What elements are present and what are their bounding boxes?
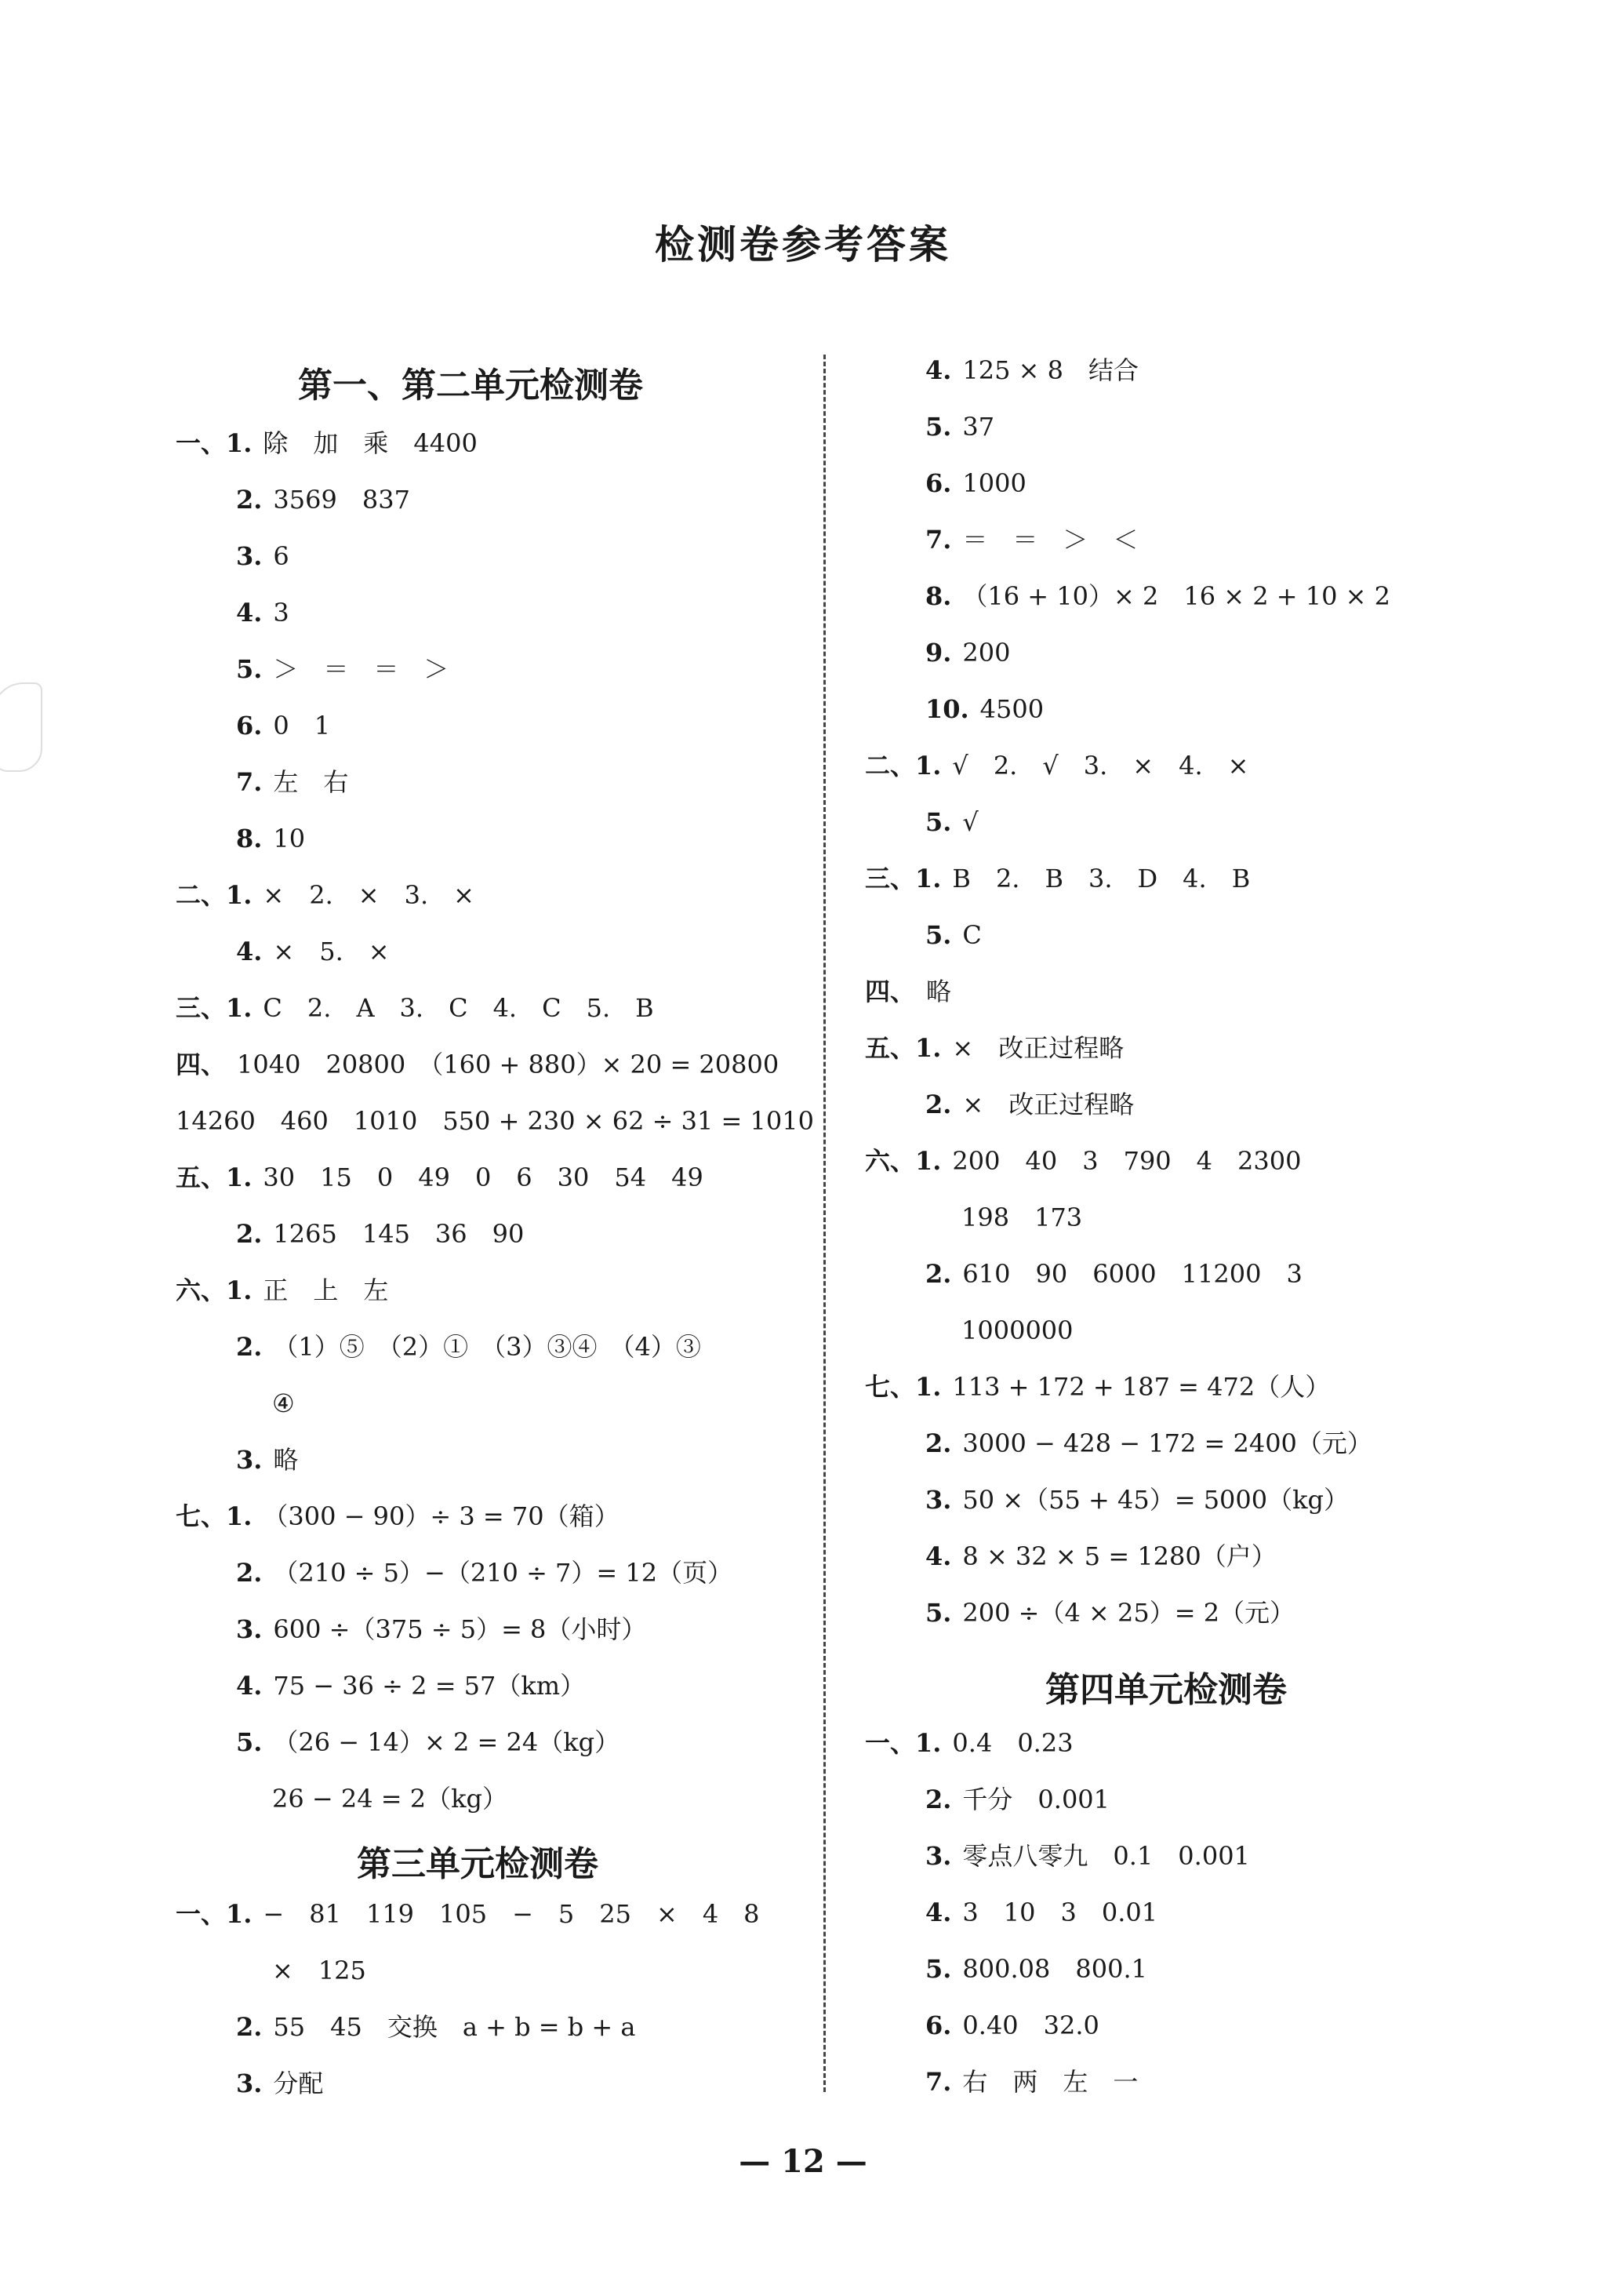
answer-line [236, 1218, 524, 1250]
answer-text: 610 90 6000 11200 3 [962, 1259, 1303, 1289]
item-number: 2. [236, 2012, 263, 2042]
answer-line [925, 580, 1390, 612]
answer-text: 26 − 24 = 2（kg） [272, 1784, 507, 1814]
answer-line [961, 1315, 1074, 1346]
item-number: 7. [925, 525, 952, 555]
item-number: 2. [236, 1219, 263, 1249]
answer-line [236, 653, 449, 685]
answer-line [236, 597, 289, 628]
answer-text: C [962, 920, 982, 950]
answer-text: 8 × 32 × 5 = 1280（户） [962, 1541, 1277, 1571]
item-number: 2. [236, 1332, 263, 1362]
answer-line [236, 484, 410, 515]
answer-line [236, 1727, 620, 1758]
answer-text: 0.40 32.0 [962, 2010, 1099, 2040]
answer-text: 75 − 36 ÷ 2 = 57（km） [273, 1671, 586, 1701]
answer-line [176, 1105, 814, 1137]
answer-line [925, 1897, 1157, 1928]
answer-text: 6 [273, 541, 289, 571]
answer-text: （26 − 14）× 2 = 24（kg） [273, 1727, 620, 1757]
item-number: 五、1. [865, 1033, 942, 1063]
answer-text: 200 [962, 638, 1011, 668]
answer-line [236, 823, 305, 854]
answer-text: 30 15 0 49 0 6 30 54 49 [263, 1163, 703, 1192]
answer-line [865, 863, 1250, 894]
item-number: 5. [925, 920, 952, 950]
item-number: 6. [925, 468, 952, 498]
answer-line [925, 2066, 1138, 2098]
answer-text: 3 [273, 598, 289, 628]
answer-line [236, 1444, 298, 1475]
answer-text: ＝ ＝ ＞ ＜ [962, 525, 1139, 555]
answer-line [176, 992, 654, 1024]
answer-line [236, 936, 390, 967]
answer-text: × 改正过程略 [952, 1033, 1125, 1063]
item-number: 5. [236, 1727, 263, 1757]
answer-text: 1040 20800 （160 + 880）× 20 = 20800 [237, 1050, 779, 1079]
answer-text: 3000 − 428 − 172 = 2400（元） [962, 1428, 1372, 1458]
item-number: 3. [925, 1841, 952, 1871]
answer-text: 1265 145 36 90 [273, 1219, 525, 1249]
answer-line [236, 1614, 646, 1645]
section-title-unit-3: 第三单元检测卷 [357, 1844, 598, 1884]
answer-text: 198 173 [961, 1203, 1083, 1232]
answer-line [176, 1898, 760, 1930]
answer-text: √ 2. √ 3. × 4. × [952, 751, 1249, 780]
answer-text: 分配 [273, 2069, 324, 2098]
answer-text: 0.4 0.23 [952, 1728, 1074, 1758]
answer-text: 113 + 172 + 187 = 472（人） [952, 1372, 1331, 1402]
item-number: 9. [925, 638, 952, 668]
item-number: 7. [925, 2067, 952, 2097]
answer-line [865, 1371, 1330, 1403]
answer-text: 10 [273, 824, 306, 853]
answer-line [925, 1784, 1110, 1815]
answer-line [925, 1484, 1349, 1516]
answer-text: √ [962, 807, 979, 837]
item-number: 七、1. [176, 1501, 253, 1531]
item-number: 2. [236, 1558, 263, 1588]
item-number: 5. [236, 654, 263, 684]
item-number: 六、1. [176, 1275, 253, 1305]
item-number: 5. [925, 1598, 952, 1628]
item-number: 一、1. [176, 428, 253, 458]
item-number: 一、1. [176, 1899, 253, 1929]
answer-text: 正 上 左 [263, 1275, 389, 1305]
answer-text: 3569 837 [273, 485, 410, 515]
item-number: 三、1. [176, 993, 253, 1023]
answer-line [865, 1145, 1301, 1177]
answer-text: 55 45 交换 a + b = b + a [273, 2012, 636, 2042]
item-number: 4. [236, 1671, 263, 1701]
answer-text: 200 ÷（4 × 25）= 2（元） [962, 1598, 1295, 1628]
answer-line [176, 879, 474, 911]
answer-text: 3 10 3 0.01 [962, 1898, 1158, 1927]
answer-line [961, 1202, 1082, 1233]
answer-line [176, 1162, 703, 1193]
answer-text: 左 右 [273, 767, 349, 797]
item-number: 五、1. [176, 1163, 253, 1192]
answer-line [176, 428, 478, 459]
answer-text: 125 × 8 结合 [962, 355, 1139, 385]
answer-text: × 5. × [273, 937, 390, 966]
answer-text: 0 1 [273, 711, 331, 740]
item-number: 四、 [865, 977, 916, 1006]
item-number: 3. [236, 541, 263, 571]
item-number: 4. [236, 598, 263, 628]
answer-line [865, 750, 1248, 781]
answer-text: 1000000 [961, 1315, 1074, 1345]
answer-line [925, 637, 1010, 668]
scan-smudge [0, 682, 42, 772]
answer-line [925, 1840, 1250, 1872]
answer-line [236, 2068, 323, 2099]
answer-text: 零点八零九 0.1 0.001 [962, 1841, 1250, 1871]
answer-line [925, 468, 1026, 499]
answer-line [236, 766, 348, 798]
item-number: 4. [925, 355, 952, 385]
item-number: 2. [925, 1785, 952, 1814]
answer-line [236, 1557, 732, 1588]
item-number: 3. [236, 1445, 263, 1475]
answer-line [925, 1258, 1303, 1290]
answer-line [925, 1541, 1277, 1572]
item-number: 3. [925, 1485, 952, 1515]
item-number: 5. [925, 1954, 952, 1984]
answer-text: （1）⑤ （2）① （3）③④ （4）③ [273, 1332, 701, 1362]
answer-text: B 2. B 3. D 4. B [952, 864, 1251, 893]
answer-text: × 改正过程略 [962, 1090, 1135, 1119]
item-number: 7. [236, 767, 263, 797]
answer-text: 50 ×（55 + 45）= 5000（kg） [962, 1485, 1350, 1515]
answer-text: 除 加 乘 4400 [263, 428, 478, 458]
answer-line [272, 1783, 507, 1814]
answer-text: 4500 [979, 694, 1045, 724]
answer-line [272, 1388, 295, 1419]
item-number: 6. [925, 2010, 952, 2040]
answer-text: ④ [272, 1388, 295, 1418]
answer-line [236, 540, 289, 572]
item-number: 4. [925, 1541, 952, 1571]
answer-line [272, 1955, 366, 1986]
answer-text: ＞ ＝ ＝ ＞ [273, 654, 449, 684]
answer-line [176, 1501, 620, 1532]
answer-text: 略 [926, 977, 952, 1006]
item-number: 三、1. [865, 864, 942, 893]
item-number: 5. [925, 412, 952, 442]
answer-text: 1000 [962, 468, 1026, 498]
item-number: 六、1. [865, 1146, 942, 1176]
answer-text: （210 ÷ 5）−（210 ÷ 7）= 12（页） [273, 1558, 733, 1588]
section-title-units-1-2: 第一、第二单元检测卷 [298, 366, 643, 406]
answer-line [236, 710, 330, 741]
answer-line [865, 976, 951, 1007]
answer-line [925, 919, 982, 951]
section-title-unit-4: 第四单元检测卷 [1045, 1670, 1287, 1710]
answer-line [925, 693, 1044, 725]
answer-line [925, 355, 1139, 386]
page-title: 检测卷参考答案 [655, 221, 951, 267]
answer-line [176, 1275, 388, 1306]
answer-text: 14260 460 1010 550 + 230 × 62 ÷ 31 = 1010 [176, 1106, 814, 1136]
item-number: 6. [236, 711, 263, 740]
item-number: 二、1. [176, 880, 253, 910]
column-divider [823, 355, 826, 2092]
answer-line [925, 806, 979, 838]
item-number: 4. [236, 937, 263, 966]
answer-text: × 2. × 3. × [263, 880, 474, 910]
item-number: 一、1. [865, 1728, 942, 1758]
item-number: 2. [236, 485, 263, 515]
answer-line [865, 1032, 1124, 1064]
answer-line [236, 2011, 635, 2043]
item-number: 8. [236, 824, 263, 853]
answer-line [865, 1727, 1074, 1759]
answer-text: C 2. A 3. C 4. C 5. B [263, 993, 654, 1023]
item-number: 四、 [176, 1050, 227, 1079]
answer-line [925, 2010, 1099, 2041]
item-number: 2. [925, 1428, 952, 1458]
item-number: 七、1. [865, 1372, 942, 1402]
item-number: 3. [236, 2069, 263, 2098]
item-number: 3. [236, 1614, 263, 1644]
answer-text: 600 ÷（375 ÷ 5）= 8（小时） [273, 1614, 647, 1644]
item-number: 5. [925, 807, 952, 837]
answer-text: 200 40 3 790 4 2300 [952, 1146, 1302, 1176]
answer-text: 右 两 左 一 [962, 2067, 1139, 2097]
item-number: 8. [925, 581, 952, 611]
answer-text: （16 + 10）× 2 16 × 2 + 10 × 2 [962, 581, 1390, 611]
page-number: — 12 — [739, 2143, 867, 2180]
answer-text: × 125 [272, 1956, 366, 1985]
answer-line [236, 1670, 585, 1701]
item-number: 二、1. [865, 751, 942, 780]
answer-line [925, 1428, 1372, 1459]
answer-line [925, 524, 1138, 555]
item-number: 4. [925, 1898, 952, 1927]
item-number: 2. [925, 1259, 952, 1289]
answer-text: 略 [273, 1445, 299, 1475]
answer-line [176, 1049, 779, 1080]
answer-line [925, 1597, 1295, 1628]
answer-text: 37 [962, 412, 995, 442]
answer-text: 千分 0.001 [962, 1785, 1110, 1814]
answer-text: （300 − 90）÷ 3 = 70（箱） [263, 1501, 620, 1531]
item-number: 2. [925, 1090, 952, 1119]
answer-line [236, 1331, 701, 1363]
answer-line [925, 1089, 1134, 1120]
answer-text: 800.08 800.1 [962, 1954, 1147, 1984]
answer-line [925, 1953, 1147, 1985]
answer-text: − 81 119 105 − 5 25 × 4 8 [263, 1899, 760, 1929]
item-number: 10. [925, 694, 969, 724]
answer-line [925, 411, 994, 442]
